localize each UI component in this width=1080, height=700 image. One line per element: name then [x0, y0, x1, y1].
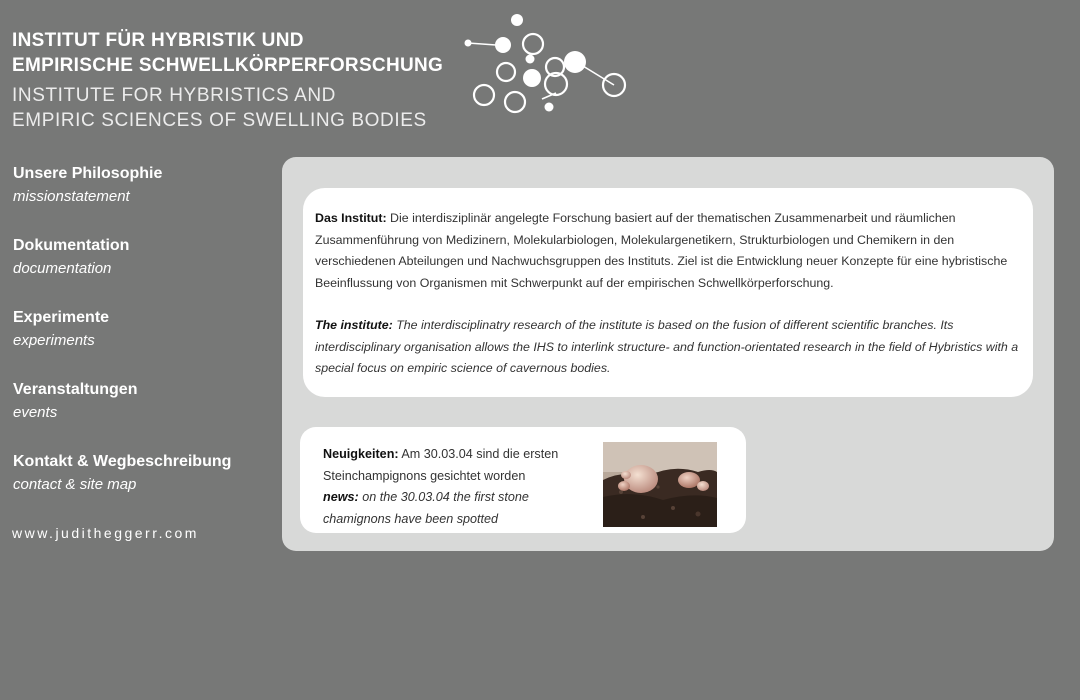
nav-sublabel[interactable]: experiments: [13, 332, 95, 349]
title-en-line-2: EMPIRIC SCIENCES OF SWELLING BODIES: [12, 110, 427, 131]
nav-label[interactable]: Unsere Philosophie: [13, 165, 163, 182]
nav-sublabel[interactable]: missionstatement: [13, 188, 130, 205]
institute-label-german: Das Institut:: [315, 211, 387, 225]
news-card: [300, 427, 746, 533]
institute-body-german: Die interdisziplinär angelegte Forschung basiert auf der thematischen Zusammenarbeit und räumlichen Zusammenführung von Medizinern, Molekularbiologen, Molekulargenetikern, Strukturbiologen und Chemikern in den verschiedenen Abteilungen und Nachwuchsgruppen des Instituts. Ziel ist die Entwicklung neuer Konzepte für eine hybristische Beeinflussung von Organismen mit Schwerpunkt auf der empirischen Schwellkörperforschung.: [315, 211, 1008, 290]
news-label-english: news:: [323, 490, 359, 504]
header: [12, 28, 443, 133]
news-label-german: Neuigkeiten:: [323, 447, 399, 461]
title-de-line-2: EMPIRISCHE SCHWELLKÖRPERFORSCHUNG: [12, 55, 444, 76]
institute-title-english: [12, 83, 443, 133]
website-link[interactable]: www.juditheggerr.com: [12, 525, 199, 541]
institute-body-english: The interdisciplinatry research of the institute is based on the fusion of different scientific branches. Its interdisciplinary organisation allows the IHS to interlink structure- and function-orientated research in the field of Hybristics with a special focus on empiric science of cavernous bodies.: [315, 318, 1019, 375]
nav-label[interactable]: Kontakt & Wegbeschreibung: [13, 453, 232, 470]
news-german: [323, 444, 593, 487]
institute-card: [303, 188, 1033, 397]
nav-item-veranstaltungen[interactable]: [13, 379, 273, 451]
nav-item-dokumentation[interactable]: [13, 235, 273, 307]
nav-item-kontakt[interactable]: [13, 451, 273, 523]
institute-text-german: [315, 208, 1021, 294]
nav-label[interactable]: Experimente: [13, 309, 110, 326]
nav-item-experimente[interactable]: [13, 307, 273, 379]
news-body-english: on the 30.03.04 the first stone chamignons have been spotted: [323, 490, 529, 526]
mushroom-photo[interactable]: [603, 442, 717, 527]
nav-label[interactable]: Veranstaltungen: [13, 381, 138, 398]
nav-sublabel[interactable]: events: [13, 404, 58, 421]
title-en-line-1: INSTITUTE FOR HYBRISTICS AND: [12, 85, 336, 106]
molecule-logo-icon[interactable]: [460, 10, 635, 125]
nav-label[interactable]: Dokumentation: [13, 237, 130, 254]
title-de-line-1: INSTITUT FÜR HYBRISTIK UND: [12, 30, 304, 51]
nav-sublabel[interactable]: contact & site map: [13, 476, 137, 493]
main-navigation: [13, 163, 273, 523]
institute-title-german[interactable]: [12, 28, 443, 78]
news-english: [323, 487, 593, 530]
institute-label-english: The institute:: [315, 318, 393, 332]
nav-item-philosophie[interactable]: [13, 163, 273, 235]
institute-text-english: [315, 315, 1021, 380]
news-text: [323, 444, 593, 530]
nav-sublabel[interactable]: documentation: [13, 260, 112, 277]
news-body-german: Am 30.03.04 sind die ersten Steinchampignons gesichtet worden: [323, 447, 559, 483]
